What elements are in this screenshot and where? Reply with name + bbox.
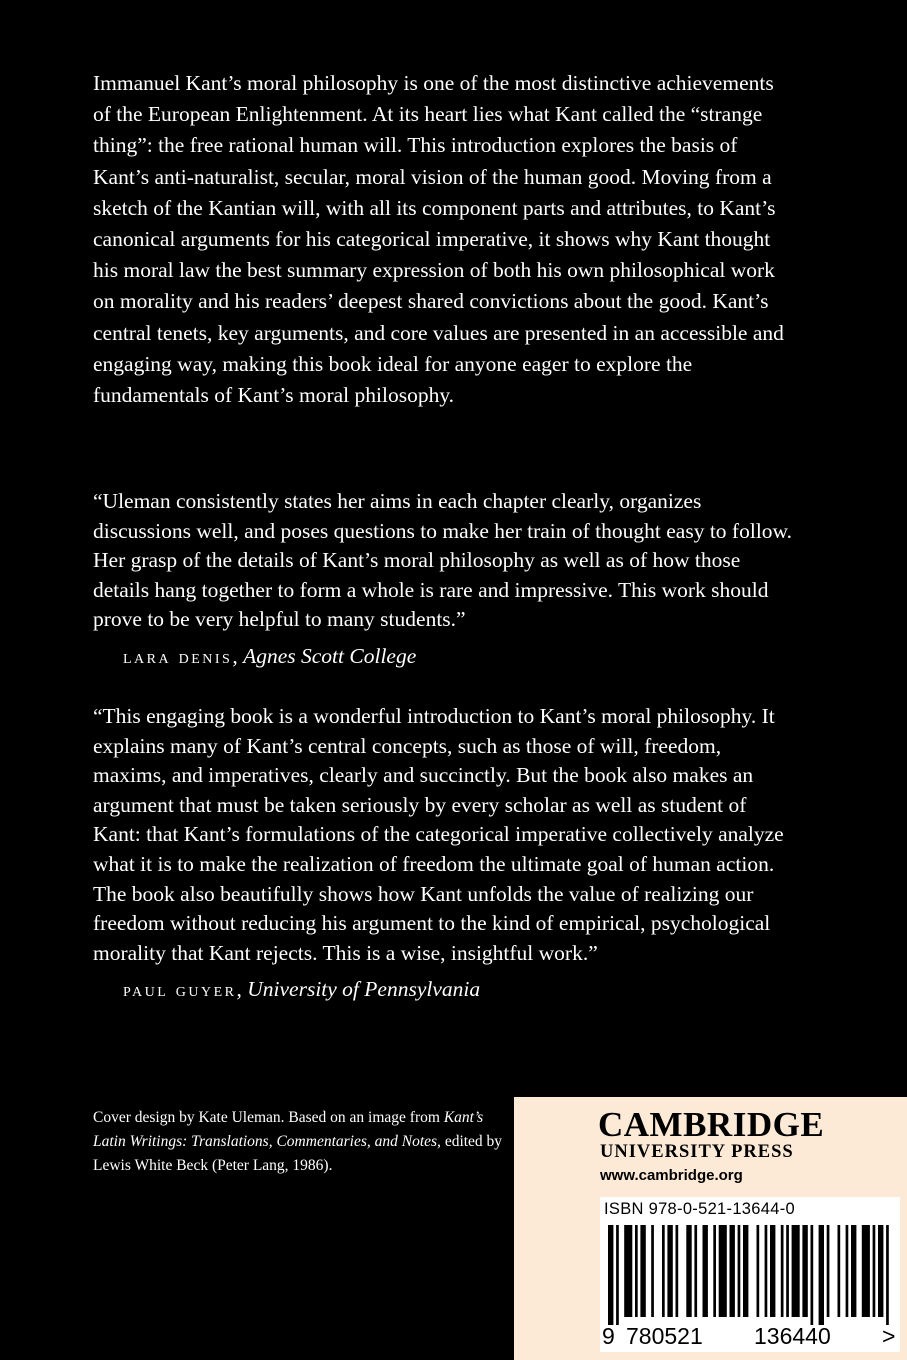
publisher-name: CAMBRIDGE <box>598 1105 825 1144</box>
barcode-bar <box>838 1225 841 1317</box>
barcode-bar <box>713 1225 716 1317</box>
barcode-bar <box>686 1225 691 1317</box>
barcode-bar <box>635 1225 638 1317</box>
review-1-attribution: lara denis, Agnes Scott College <box>123 643 417 668</box>
review-2-quote: “This engaging book is a wonderful introduction to Kant’s moral philosophy. It explains many of Kant’s central concepts, such as those of will, freedom, maxims, and imperatives, clearly and succinctly. But the book also makes an argument that must be taken seriously by every scholar as well as student of Kant: that Kant’s formulations of the categorical imperative collectively analyze what it is to make the realization of freedom the ultimate goal of human action. The book also beautifully shows how Kant unfolds the value of realizing our freedom without reducing his argument to the kind of empirical, psychological morality that Kant rejects. This is a wise, insightful work.” <box>93 704 784 965</box>
review-1 <box>93 487 793 671</box>
review-2-attribution: paul guyer, University of Pennsylvania <box>123 977 481 1002</box>
barcode-bar <box>770 1225 775 1317</box>
barcode-bar <box>608 1225 613 1325</box>
barcode-bar <box>765 1225 768 1317</box>
barcode-bar <box>819 1225 824 1325</box>
review-2 <box>93 702 793 1004</box>
barcode-bar <box>846 1225 849 1317</box>
credit-work: Kant’s Latin Writings: Translations, Commentaries, and Notes, <box>93 1109 484 1150</box>
barcode-bar <box>616 1225 619 1325</box>
barcode-bar <box>802 1225 807 1317</box>
barcode-bar <box>886 1225 889 1325</box>
barcode-group-1: 780521 <box>626 1323 703 1349</box>
barcode-bar <box>781 1225 784 1317</box>
barcode-bar <box>827 1225 830 1317</box>
barcode-bar <box>667 1225 672 1317</box>
barcode-bar <box>694 1225 697 1317</box>
barcode-bars <box>600 1225 900 1325</box>
barcode-bar <box>730 1225 735 1317</box>
review-1-affiliation: Agnes Scott College <box>243 643 417 668</box>
barcode-bar <box>624 1225 632 1317</box>
barcode-bar <box>651 1225 654 1317</box>
barcode-bar <box>743 1225 748 1317</box>
barcode-bar <box>878 1225 883 1317</box>
book-description: Immanuel Kant’s moral philosophy is one of the most distinctive achievements of the European Enlightenment. At its heart lies what Kant called the “strange thing”: the free rational human will. This introduction explores the basis of Kant’s anti-naturalist, secular, moral vision of the human good. Moving from a sketch of the Kantian will, with all its component parts and attributes, to Kant’s canonical arguments for his categorical imperative, it shows why Kant thought his moral law the best summary expression of both his own philosophical work on morality and his readers’ deepest shared convictions about the good. Kant’s central tenets, key arguments, and core values are presented in an accessible and engaging way, making this book ideal for anyone eager to explore the fundamentals of Kant’s moral philosophy. <box>93 71 784 408</box>
barcode-lead-digit: 9 <box>602 1323 615 1349</box>
credit-suffix: edited by Lewis White Beck (Peter Lang, 1986). <box>93 1132 503 1174</box>
barcode-bar <box>719 1225 727 1317</box>
barcode-bar <box>811 1225 814 1325</box>
barcode-bar <box>851 1225 856 1317</box>
barcode <box>600 1197 900 1352</box>
publisher-subname: UNIVERSITY PRESS <box>600 1142 794 1162</box>
review-1-quote: “Uleman consistently states her aims in each chapter clearly, organizes discussions well, and poses questions to make her train of thought easy to follow. Her grasp of the details of Kant’s moral philosophy as well as of how those details hang together to form a whole is rare and impressive. This work should prove to be very helpful to many students.” <box>93 489 793 632</box>
review-1-reviewer: lara denis <box>123 645 233 668</box>
publisher-panel <box>514 1097 907 1360</box>
cover-credit <box>93 1106 503 1177</box>
barcode-bar <box>738 1225 741 1317</box>
barcode-bar <box>786 1225 789 1317</box>
publisher-url: www.cambridge.org <box>600 1167 743 1184</box>
barcode-end-mark: > <box>882 1323 896 1349</box>
barcode-bar <box>873 1225 876 1317</box>
review-2-reviewer: paul guyer <box>123 979 237 1002</box>
barcode-bar <box>676 1225 679 1317</box>
barcode-bar <box>703 1225 708 1317</box>
barcode-bar <box>640 1225 645 1317</box>
credit-prefix: Cover design by Kate Uleman. Based on an image from <box>93 1109 440 1126</box>
barcode-bar <box>757 1225 760 1317</box>
barcode-group-2: 136440 <box>754 1323 831 1349</box>
barcode-bar <box>662 1225 665 1317</box>
barcode-bar <box>792 1225 800 1317</box>
review-2-affiliation: University of Pennsylvania <box>247 977 481 1002</box>
barcode-bar <box>862 1225 870 1317</box>
isbn-label: ISBN 978-0-521-13644-0 <box>604 1200 795 1218</box>
